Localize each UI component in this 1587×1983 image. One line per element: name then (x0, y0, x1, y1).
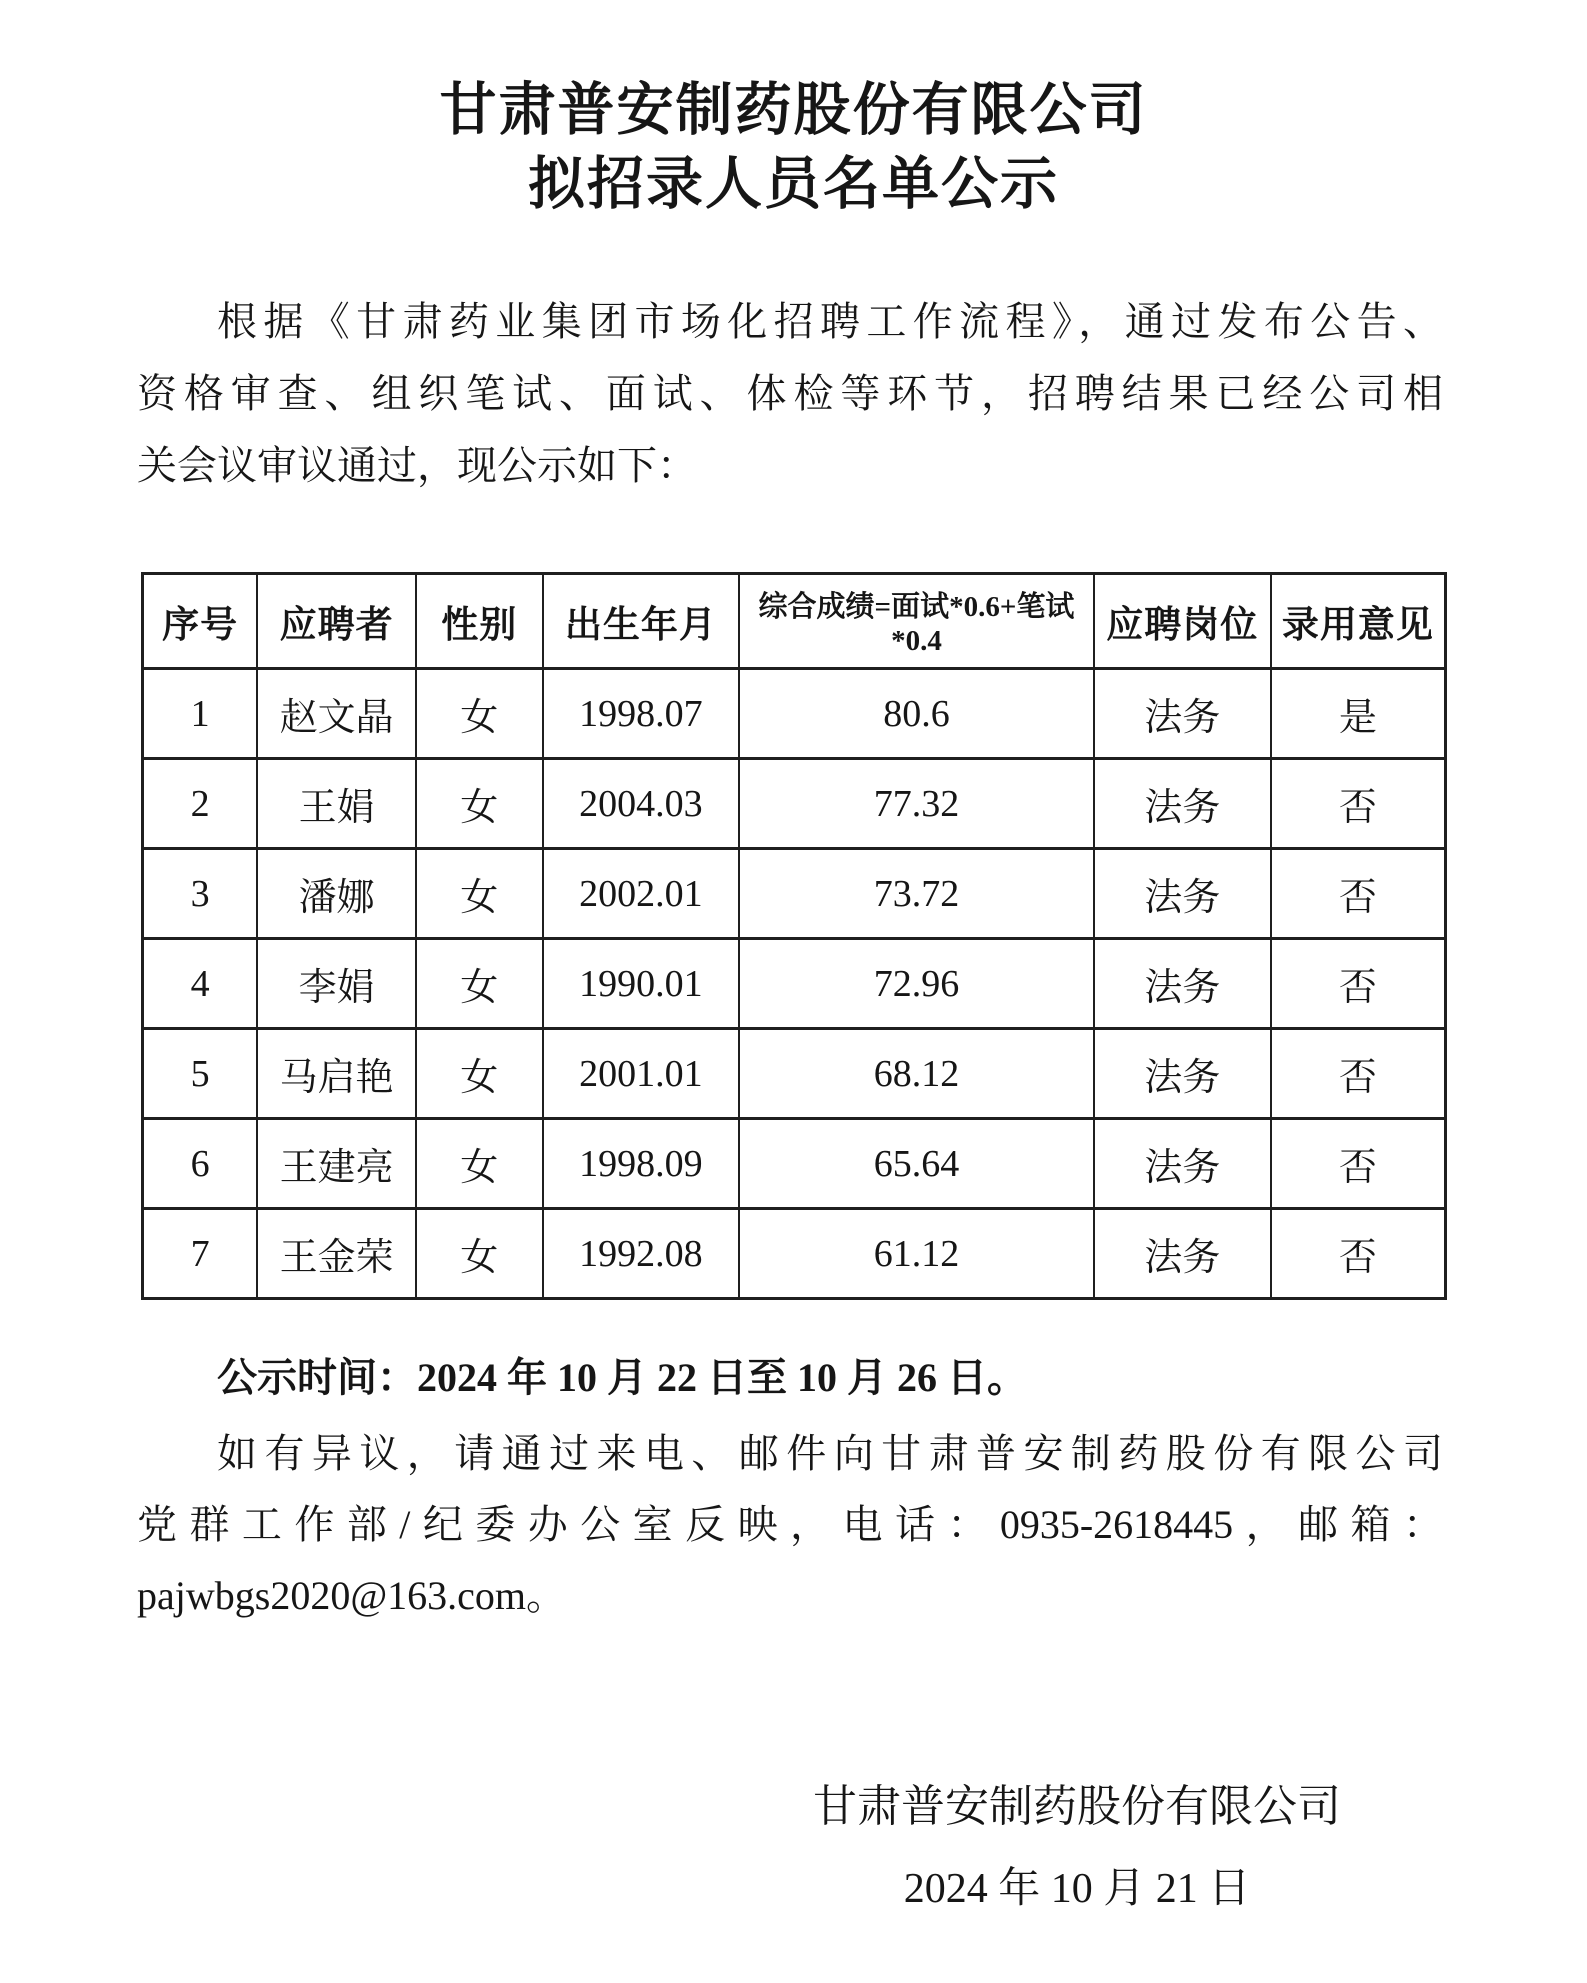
table-cell: 1998.09 (543, 1119, 740, 1209)
objection-paragraph (137, 1418, 1443, 1631)
column-header-applicant: 应聘者 (257, 574, 416, 669)
table-cell: 潘娜 (257, 849, 416, 939)
table-cell: 61.12 (739, 1209, 1093, 1299)
table-cell: 王建亮 (257, 1119, 416, 1209)
signature-date: 2024 年 10 月 21 日 (903, 1866, 1251, 1912)
table-cell: 1990.01 (543, 939, 740, 1029)
objection-line-1: 如有异议，请通过来电、邮件向甘肃普安制药股份有限公司 (217, 1431, 1443, 1476)
table-cell: 法务 (1094, 669, 1271, 759)
column-header-hiring-opinion: 录用意见 (1271, 574, 1446, 669)
table-cell: 否 (1271, 1119, 1446, 1209)
table-cell: 王金荣 (257, 1209, 416, 1299)
intro-paragraph (137, 286, 1443, 502)
table-cell: 女 (416, 849, 542, 939)
table-cell: 是 (1271, 669, 1446, 759)
table-cell: 法务 (1094, 1119, 1271, 1209)
table-cell: 否 (1271, 1029, 1446, 1119)
table-cell: 68.12 (739, 1029, 1093, 1119)
table-cell: 2001.01 (543, 1029, 740, 1119)
signature-company: 甘肃普安制药股份有限公司 (813, 1782, 1341, 1831)
table-cell: 赵文晶 (257, 669, 416, 759)
table-cell: 否 (1271, 1209, 1446, 1299)
table-row (143, 1029, 1446, 1119)
table-cell: 2004.03 (543, 759, 740, 849)
table-cell: 女 (416, 1209, 542, 1299)
table-cell: 1 (143, 669, 258, 759)
table-cell: 女 (416, 1119, 542, 1209)
table-cell: 2002.01 (543, 849, 740, 939)
table-header-row (143, 574, 1446, 669)
table-cell: 马启艳 (257, 1029, 416, 1119)
column-header-gender: 性别 (416, 574, 542, 669)
table-cell: 法务 (1094, 849, 1271, 939)
table-cell: 否 (1271, 849, 1446, 939)
column-header-position: 应聘岗位 (1094, 574, 1271, 669)
table-cell: 法务 (1094, 939, 1271, 1029)
column-header-score-formula: 综合成绩=面试*0.6+笔试*0.4 (739, 574, 1093, 669)
intro-line-1: 根据《甘肃药业集团市场化招聘工作流程》，通过发布公告、 (217, 299, 1443, 344)
table-row (143, 849, 1446, 939)
intro-line-2: 资格审查、组织笔试、面试、体检等环节，招聘结果已经公司相 (137, 371, 1443, 416)
table-cell: 1998.07 (543, 669, 740, 759)
column-header-index: 序号 (143, 574, 258, 669)
table-cell: 女 (416, 759, 542, 849)
table-row (143, 1119, 1446, 1209)
table-cell: 1992.08 (543, 1209, 740, 1299)
table-cell: 77.32 (739, 759, 1093, 849)
document-title-line1: 甘肃普安制药股份有限公司 (439, 79, 1148, 142)
intro-line-3: 关会议审议通过，现公示如下： (137, 443, 697, 488)
document-title-line2: 拟招录人员名单公示 (528, 153, 1059, 216)
table-cell: 72.96 (739, 939, 1093, 1029)
table-cell: 女 (416, 939, 542, 1029)
table-row (143, 939, 1446, 1029)
table-row (143, 1209, 1446, 1299)
table-cell: 否 (1271, 939, 1446, 1029)
table-row (143, 759, 1446, 849)
table-cell: 王娟 (257, 759, 416, 849)
table-cell: 法务 (1094, 1209, 1271, 1299)
table-cell: 65.64 (739, 1119, 1093, 1209)
table-cell: 6 (143, 1119, 258, 1209)
table-cell: 73.72 (739, 849, 1093, 939)
objection-line-3-email: pajwbgs2020@163.com。 (137, 1573, 567, 1618)
table-cell: 法务 (1094, 1029, 1271, 1119)
signature-block (797, 1779, 1357, 1915)
table-cell: 否 (1271, 759, 1446, 849)
candidate-table (141, 572, 1447, 1300)
table-cell: 法务 (1094, 759, 1271, 849)
table-cell: 5 (143, 1029, 258, 1119)
table-cell: 女 (416, 669, 542, 759)
publicity-period: 公示时间：2024 年 10 月 22 日至 10 月 26 日。 (217, 1355, 1027, 1400)
table-cell: 女 (416, 1029, 542, 1119)
column-header-birthdate: 出生年月 (543, 574, 740, 669)
table-cell: 3 (143, 849, 258, 939)
table-cell: 李娟 (257, 939, 416, 1029)
table-row (143, 669, 1446, 759)
objection-line-2: 党群工作部/纪委办公室反映，电话：0935-2618445，邮箱： (137, 1502, 1443, 1547)
table-cell: 2 (143, 759, 258, 849)
table-cell: 4 (143, 939, 258, 1029)
table-cell: 80.6 (739, 669, 1093, 759)
table-cell: 7 (143, 1209, 258, 1299)
